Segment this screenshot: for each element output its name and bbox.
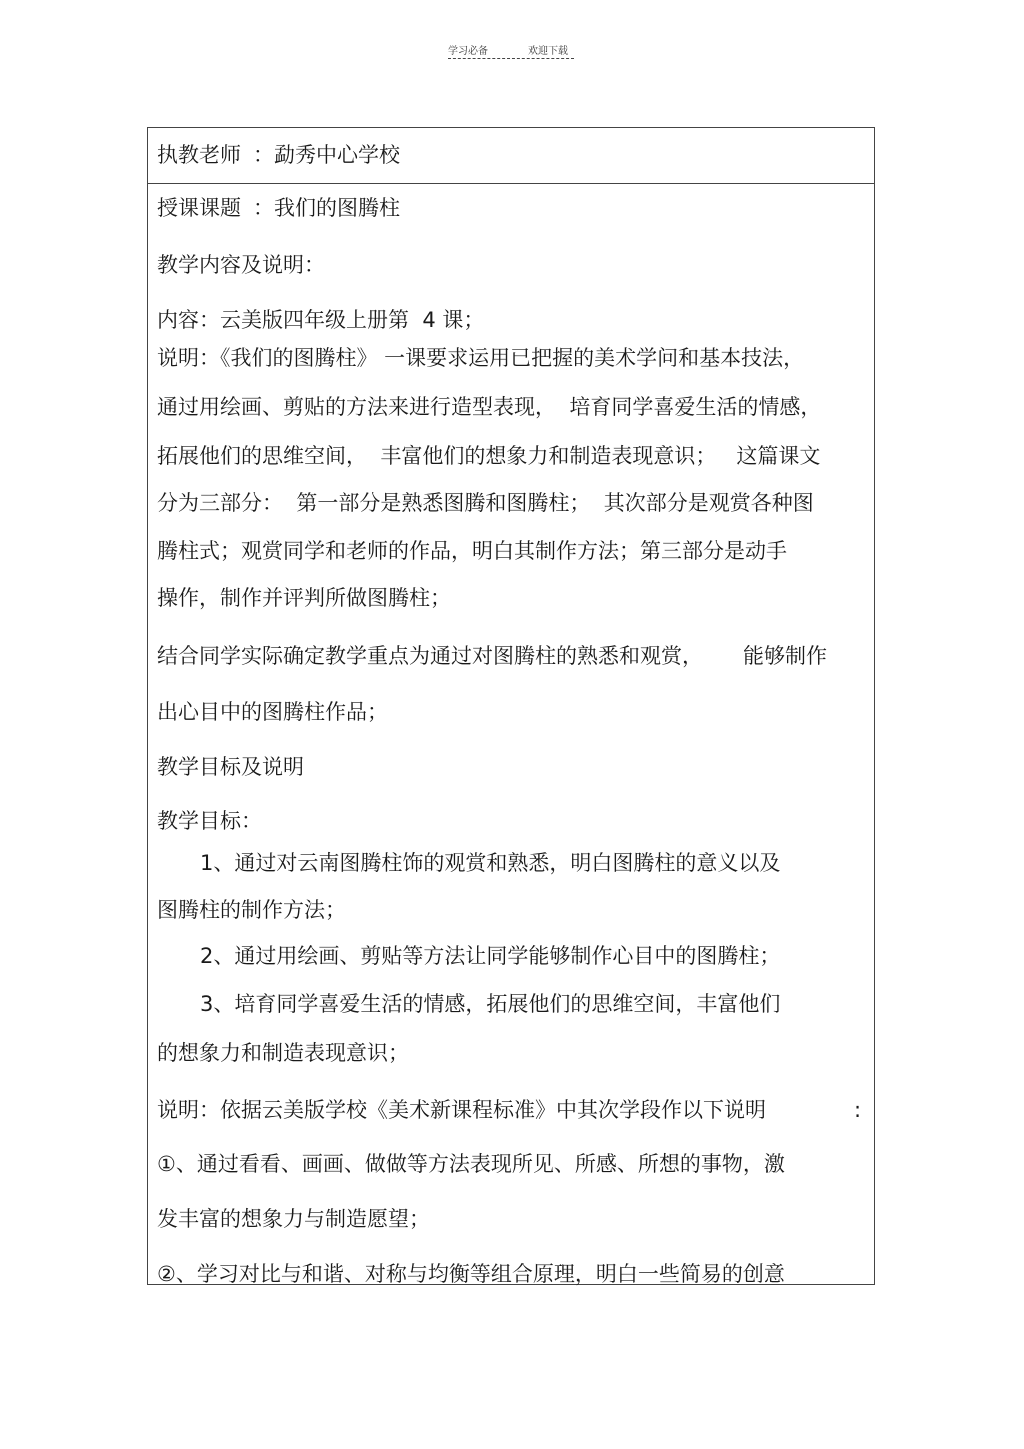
content-line: 内容：云美版四年级上册第 4 课； <box>157 308 485 332</box>
goal-3-rest-line: 的想象力和制造表现意识； <box>157 1041 409 1065</box>
teacher-label: 执教老师 <box>157 143 241 167</box>
explain-line-1: 说明：《我们的图腾柱》 一课要求运用已把握的美术学问和基本技法， <box>157 346 805 370</box>
header-dashed-rule <box>448 58 574 59</box>
standard-note-colon: : <box>854 1098 862 1122</box>
standard-note-line <box>157 1100 766 1121</box>
goals-heading: 教学目标及说明 <box>157 755 304 779</box>
teacher-line <box>157 145 400 166</box>
explain-line-4: 分为三部分： 第一部分是熟悉图腾和图腾柱； 其次部分是观赏各种图 <box>157 491 814 515</box>
focus-line-2: 出心目中的图腾柱作品； <box>157 700 388 724</box>
goal-3-first-line: 3、培育同学喜爱生活的情感，拓展他们的思维空间，丰富他们 <box>200 992 781 1016</box>
goal-1-first-line: 1、通过对云南图腾柱饰的观赏和熟悉，明白图腾柱的意义以及 <box>200 851 781 875</box>
header-right-text: 欢迎下载 <box>528 46 568 57</box>
goal-2-line: 2、通过用绘画、剪贴等方法让同学能够制作心目中的图腾柱； <box>200 944 781 968</box>
standard-note-text: 说明：依据云美版学校《美术新课程标准》中其次学段作以下说明 <box>157 1098 766 1122</box>
explain-line-2: 通过用绘画、剪贴的方法来进行造型表现， 培育同学喜爱生活的情感， <box>157 395 822 419</box>
content-heading: 教学内容及说明： <box>157 253 325 277</box>
lesson-plan-table <box>147 127 875 1285</box>
explain-line-3: 拓展他们的思维空间， 丰富他们的想象力和制造表现意识； 这篇课文 <box>157 444 821 468</box>
topic-label: 授课课题 <box>157 196 241 220</box>
topic-value: ：我们的图腾柱 <box>253 196 400 220</box>
focus-line-1: 结合同学实际确定教学重点为通过对图腾柱的熟悉和观赏， 能够制作 <box>157 644 828 668</box>
explain-line-6: 操作，制作并评判所做图腾柱； <box>157 586 451 610</box>
teacher-row <box>148 128 874 184</box>
goals-label: 教学目标： <box>157 809 262 833</box>
explain-line-5: 腾柱式；观赏同学和老师的作品，明白其制作方法；第三部分是动手 <box>157 539 787 563</box>
teacher-value: ：勐秀中心学校 <box>253 143 400 167</box>
standard-item-line-2: 发丰富的想象力与制造愿望； <box>157 1207 430 1231</box>
goal-1-rest-line: 图腾柱的制作方法； <box>157 898 346 922</box>
standard-item-line-3: ②、学习对比与和谐、对称与均衡等组合原理，明白一些简易的创意 <box>157 1262 785 1286</box>
standard-item-line-1: ①、通过看看、画画、做做等方法表现所见、所感、所想的事物，激 <box>157 1152 785 1176</box>
header-left-text: 学习必备 <box>448 46 488 57</box>
topic-line <box>157 198 400 219</box>
